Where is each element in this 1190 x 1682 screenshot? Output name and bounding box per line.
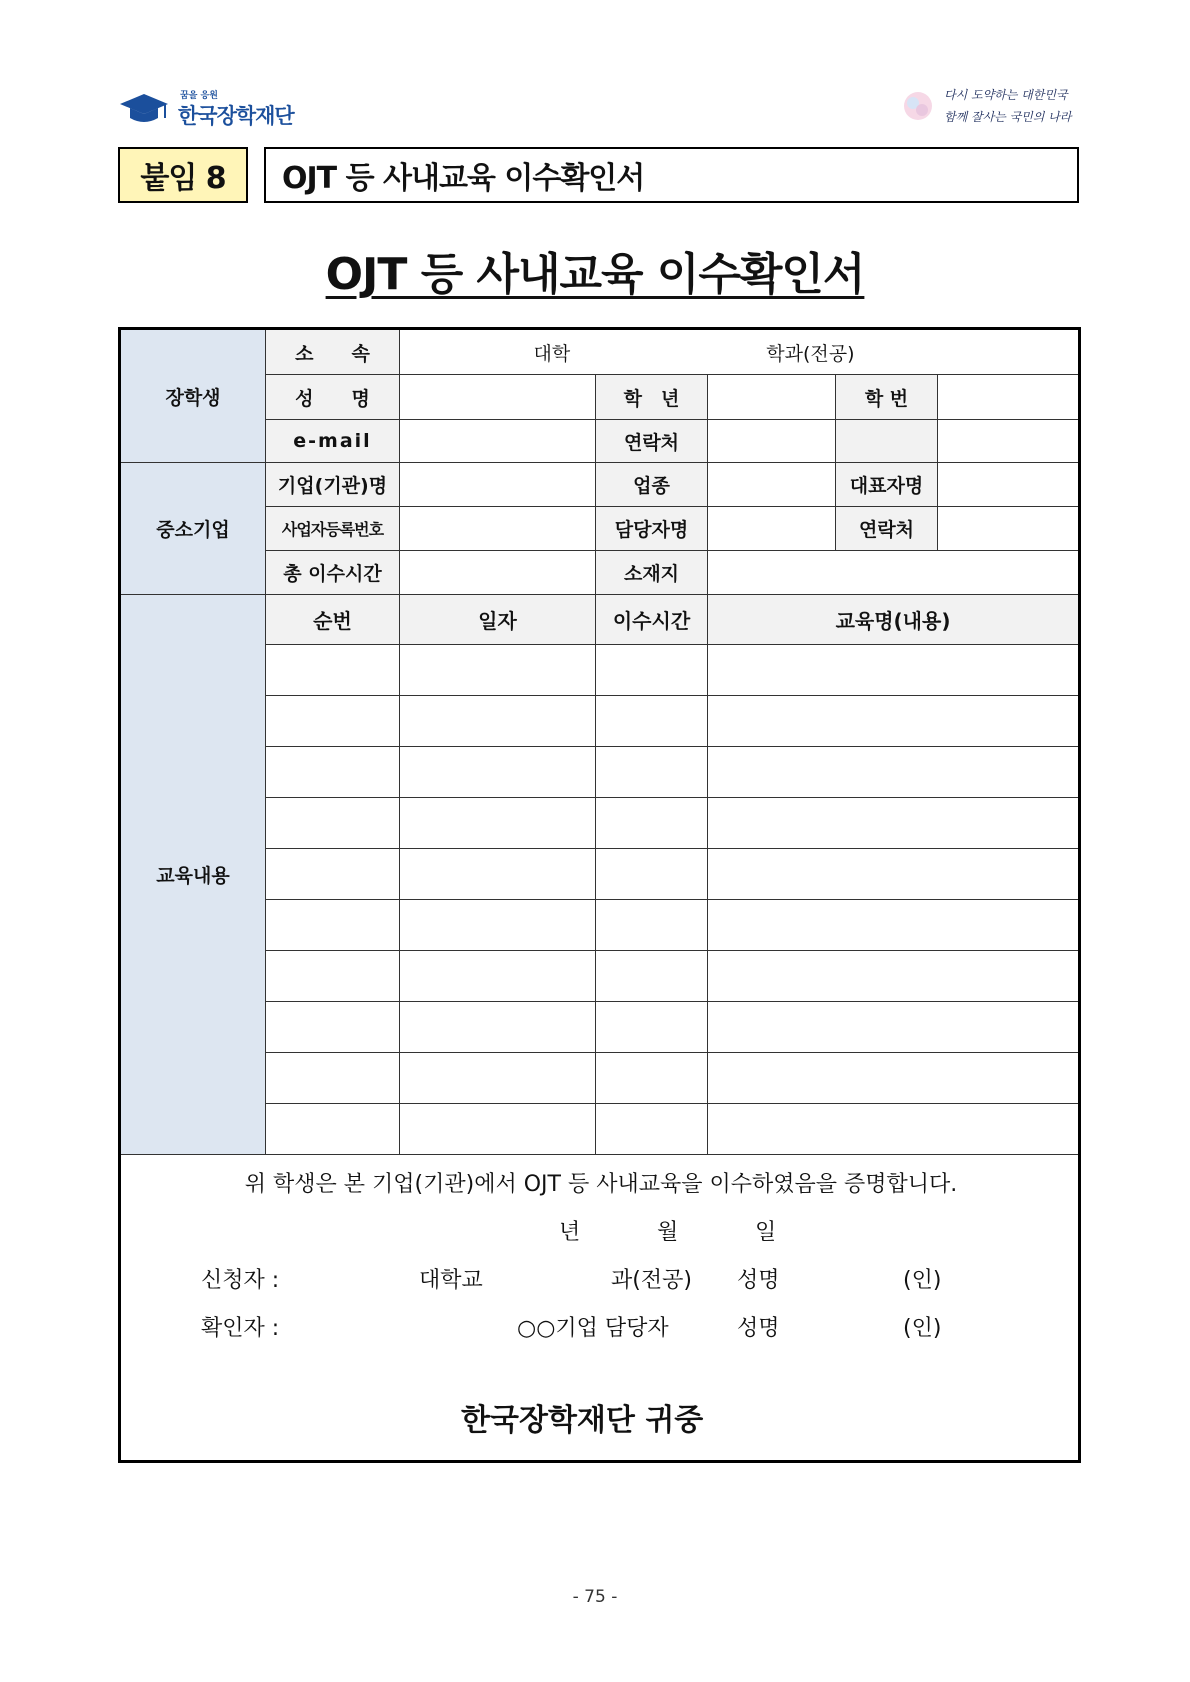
logo-small-text: 꿈을 응원 xyxy=(180,91,218,101)
edu-hours-cell[interactable] xyxy=(596,798,708,849)
slogan-line-2: 함께 잘사는 국민의 나라 xyxy=(944,110,1072,124)
edu-course-cell[interactable] xyxy=(708,900,1080,951)
edu-course-cell[interactable] xyxy=(708,696,1080,747)
student-no-label: 학 번 xyxy=(836,375,938,420)
edu-date-cell[interactable] xyxy=(400,696,596,747)
edu-course-cell[interactable] xyxy=(708,1104,1080,1155)
student-contact-field[interactable] xyxy=(708,420,836,463)
location-label: 소재지 xyxy=(596,551,708,595)
document-title xyxy=(0,238,1190,302)
edu-course-cell[interactable] xyxy=(708,645,1080,696)
empty-cell xyxy=(938,420,1080,463)
edu-date-cell[interactable] xyxy=(400,849,596,900)
applicant-label: 신청자 : xyxy=(201,1268,280,1293)
edu-seq-cell[interactable] xyxy=(266,951,400,1002)
edu-hours-cell[interactable] xyxy=(596,1002,708,1053)
email-label: e-mail xyxy=(266,420,400,463)
company-contact-label: 연락처 xyxy=(836,507,938,551)
graduation-cap-icon xyxy=(118,92,170,126)
student-no-field[interactable] xyxy=(938,375,1080,420)
edu-seq-cell[interactable] xyxy=(266,645,400,696)
ceo-label: 대표자명 xyxy=(836,463,938,507)
date-month[interactable]: 월 xyxy=(657,1220,679,1245)
col-seq-header: 순번 xyxy=(266,595,400,645)
edu-course-cell[interactable] xyxy=(708,849,1080,900)
company-contact-field[interactable] xyxy=(938,507,1080,551)
edu-date-cell[interactable] xyxy=(400,645,596,696)
edu-hours-cell[interactable] xyxy=(596,951,708,1002)
name-field[interactable] xyxy=(400,375,596,420)
grade-label: 학 년 xyxy=(596,375,708,420)
edu-hours-cell[interactable] xyxy=(596,645,708,696)
col-course-header: 교육명(내용) xyxy=(708,595,1080,645)
recipient: 한국장학재단 귀중 xyxy=(461,1403,704,1438)
edu-course-cell[interactable] xyxy=(708,1053,1080,1104)
completion-form xyxy=(118,327,1081,1463)
edu-hours-cell[interactable] xyxy=(596,696,708,747)
edu-seq-cell[interactable] xyxy=(266,849,400,900)
edu-date-cell[interactable] xyxy=(400,1002,596,1053)
ceo-field[interactable] xyxy=(938,463,1080,507)
edu-date-cell[interactable] xyxy=(400,798,596,849)
confirmer-seal[interactable]: (인) xyxy=(903,1316,942,1341)
edu-course-cell[interactable] xyxy=(708,1002,1080,1053)
applicant-name[interactable]: 성명 xyxy=(737,1268,780,1293)
education-category: 교육내용 xyxy=(120,595,266,1155)
slogan-line-1: 다시 도약하는 대한민국 xyxy=(944,88,1068,102)
applicant-department[interactable]: 과(전공) xyxy=(611,1268,692,1293)
date-year[interactable]: 년 xyxy=(559,1220,581,1245)
date-day[interactable]: 일 xyxy=(755,1220,777,1245)
edu-date-cell[interactable] xyxy=(400,1104,596,1155)
affiliation-field[interactable] xyxy=(400,329,1080,375)
kosaf-logo xyxy=(118,88,298,130)
name-label: 성 명 xyxy=(266,375,400,420)
edu-date-cell[interactable] xyxy=(400,900,596,951)
edu-seq-cell[interactable] xyxy=(266,696,400,747)
logo-text: 한국장학재단 xyxy=(178,104,294,128)
certification-statement: 위 학생은 본 기업(기관)에서 OJT 등 사내교육을 이수하였음을 증명합니다. xyxy=(244,1172,958,1197)
government-slogan xyxy=(900,82,1090,132)
grade-field[interactable] xyxy=(708,375,836,420)
edu-course-cell[interactable] xyxy=(708,798,1080,849)
email-field[interactable] xyxy=(400,420,596,463)
confirmer-name[interactable]: 성명 xyxy=(737,1316,780,1341)
edu-seq-cell[interactable] xyxy=(266,1002,400,1053)
edu-date-cell[interactable] xyxy=(400,951,596,1002)
student-category: 장학생 xyxy=(120,329,266,463)
applicant-seal[interactable]: (인) xyxy=(903,1268,942,1293)
industry-field[interactable] xyxy=(708,463,836,507)
edu-seq-cell[interactable] xyxy=(266,747,400,798)
industry-label: 업종 xyxy=(596,463,708,507)
edu-hours-cell[interactable] xyxy=(596,900,708,951)
page-number: - 75 - xyxy=(572,1587,618,1607)
company-name-field[interactable] xyxy=(400,463,596,507)
col-date-text: 일자 xyxy=(478,609,517,633)
col-hours-header: 이수시간 xyxy=(596,595,708,645)
company-name-label: 기업(기관)명 xyxy=(266,463,400,507)
location-field[interactable] xyxy=(708,551,1080,595)
edu-date-cell[interactable] xyxy=(400,1053,596,1104)
applicant-university[interactable]: 대학교 xyxy=(419,1268,483,1293)
edu-seq-cell[interactable] xyxy=(266,1053,400,1104)
signature-section xyxy=(120,1155,1080,1462)
col-date-header xyxy=(400,595,596,645)
student-contact-label: 연락처 xyxy=(596,420,708,463)
confirmer-label: 확인자 : xyxy=(201,1316,280,1341)
affiliation-label: 소 속 xyxy=(266,329,400,375)
edu-seq-cell[interactable] xyxy=(266,798,400,849)
slogan-emblem-icon xyxy=(900,88,936,124)
edu-hours-cell[interactable] xyxy=(596,747,708,798)
edu-hours-cell[interactable] xyxy=(596,1104,708,1155)
edu-hours-cell[interactable] xyxy=(596,849,708,900)
edu-seq-cell[interactable] xyxy=(266,900,400,951)
confirmer-company[interactable]: ○○기업 담당자 xyxy=(517,1316,669,1341)
edu-course-cell[interactable] xyxy=(708,951,1080,1002)
attachment-title: OJT 등 사내교육 이수확인서 xyxy=(264,147,1079,203)
edu-seq-cell[interactable] xyxy=(266,1104,400,1155)
manager-field[interactable] xyxy=(708,507,836,551)
edu-date-cell[interactable] xyxy=(400,747,596,798)
document-title-text: OJT 등 사내교육 이수확인서 xyxy=(325,249,865,300)
total-hours-label: 총 이수시간 xyxy=(266,551,400,595)
edu-hours-cell[interactable] xyxy=(596,1053,708,1104)
attachment-label: 붙임 8 xyxy=(118,147,248,203)
manager-label: 담당자명 xyxy=(596,507,708,551)
biz-reg-label: 사업자등록번호 xyxy=(266,507,400,551)
edu-course-cell[interactable] xyxy=(708,747,1080,798)
department-suffix: 학과(전공) xyxy=(766,342,855,365)
biz-reg-field[interactable] xyxy=(400,507,596,551)
total-hours-field[interactable] xyxy=(400,551,596,595)
empty-gray-cell xyxy=(836,420,938,463)
university-suffix: 대학 xyxy=(533,342,571,365)
company-category: 중소기업 xyxy=(120,463,266,595)
